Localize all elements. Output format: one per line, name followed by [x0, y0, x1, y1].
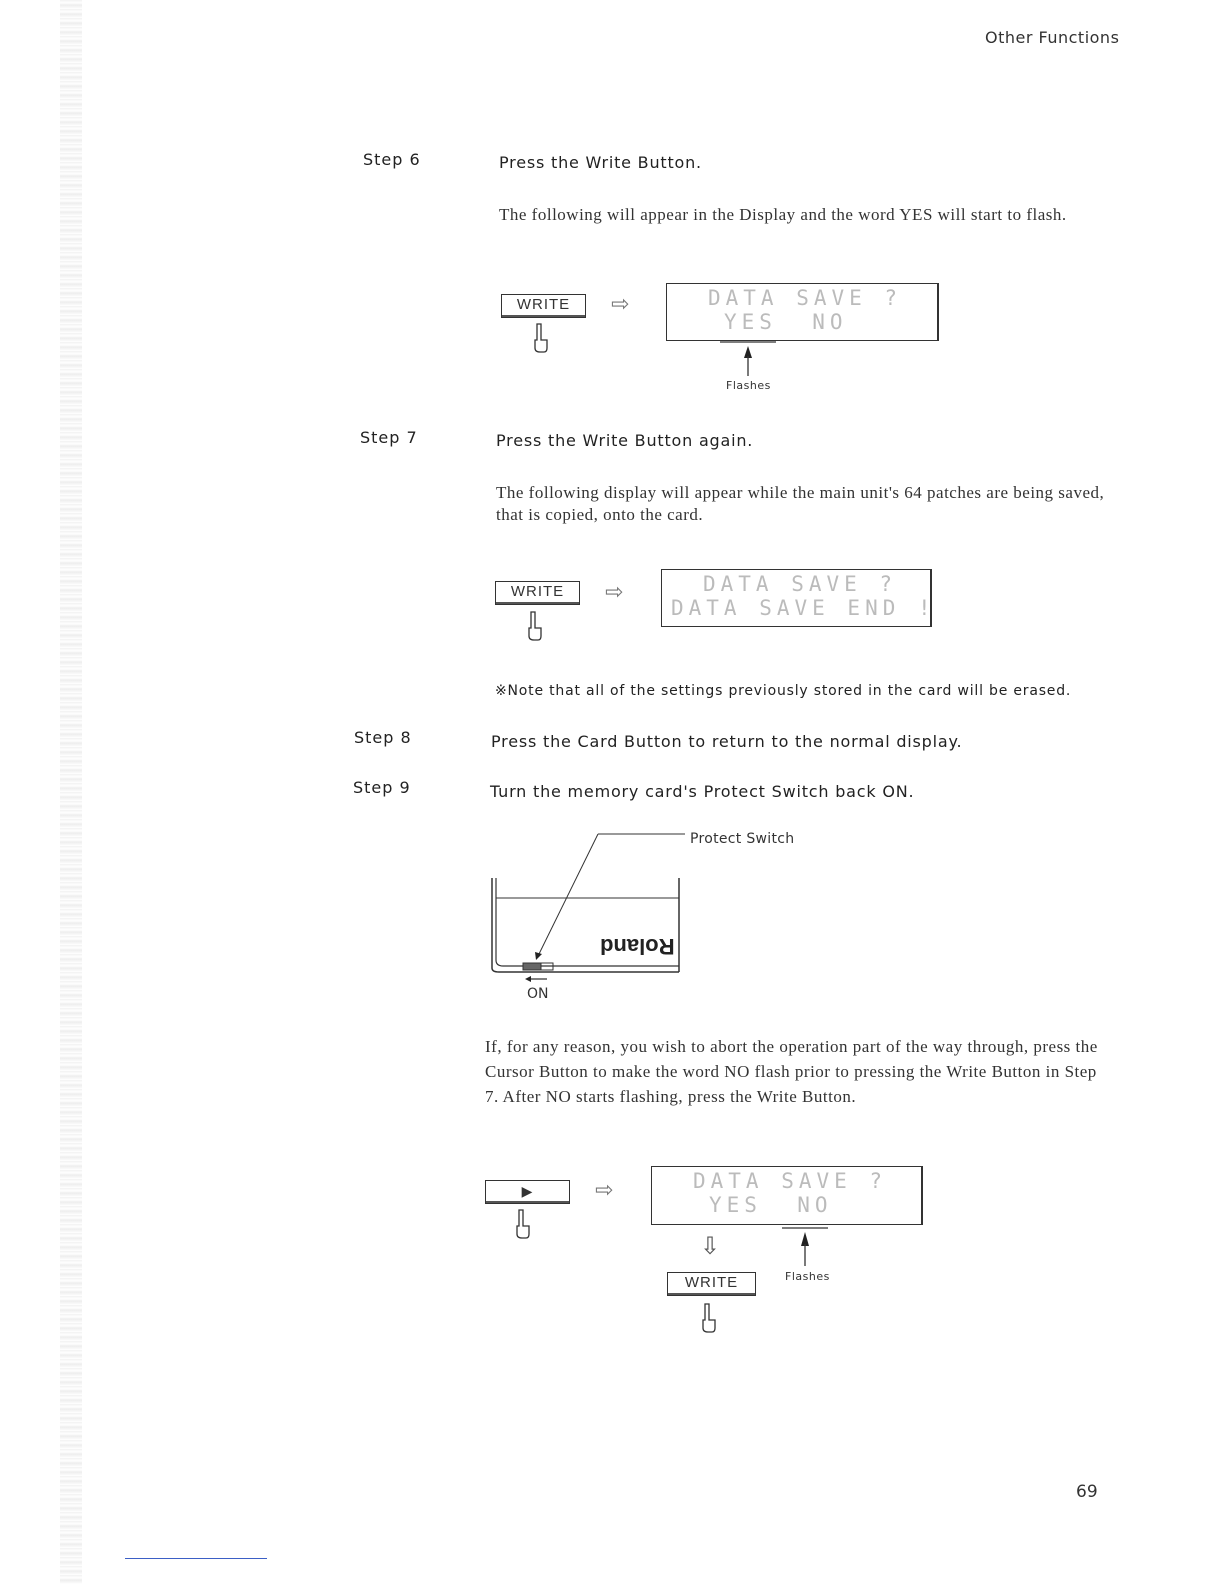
flashes-label-2: Flashes	[785, 1270, 830, 1283]
lcd-line-2: YES NO	[724, 310, 848, 334]
finger-press-icon-4	[700, 1302, 718, 1334]
step9-label: Step 9	[353, 778, 411, 797]
step6-instruction: Press the Write Button.	[499, 153, 702, 172]
note-text: ※Note that all of the settings previously stored in the card will be erased.	[495, 683, 1072, 699]
footer-rule	[125, 1558, 267, 1559]
lcd-line-1: DATA SAVE ?	[693, 1169, 888, 1193]
lcd-line-2: DATA SAVE END !	[671, 596, 936, 620]
finger-press-icon	[532, 322, 550, 354]
finger-press-icon-2	[526, 610, 544, 642]
abort-paragraph: If, for any reason, you wish to abort the operation part of the way through, press the Cursor Button to make the word NO flash prior to pressing the Write Button in Step 7. After NO starts flashing, press the Write Button.	[485, 1037, 1098, 1106]
step8-label: Step 8	[354, 728, 412, 747]
down-arrow-icon: ⇩	[700, 1232, 721, 1260]
lcd-display	[666, 283, 939, 341]
lcd-display-2	[661, 569, 936, 627]
step6-paragraph: The following will appear in the Display and the word YES will start to flash.	[499, 205, 1067, 224]
step7-paragraph: The following display will appear while the main unit's 64 patches are being saved, that is copied, onto the card.	[496, 483, 1105, 524]
step7-label: Step 7	[360, 428, 418, 447]
step6-label: Step 6	[363, 150, 421, 169]
lcd-line-1: DATA SAVE ?	[703, 572, 898, 596]
finger-press-icon-3	[514, 1208, 532, 1240]
step8-instruction: Press the Card Button to return to the normal display.	[491, 732, 963, 751]
write-button-2[interactable]: WRITE	[495, 581, 580, 605]
on-label: ON	[527, 986, 549, 1002]
lcd-line-2: YES NO	[709, 1193, 833, 1217]
write-button-3[interactable]: WRITE	[667, 1272, 756, 1296]
lcd-display-3	[651, 1166, 923, 1225]
memory-card-illustration	[485, 828, 695, 988]
step9-instruction: Turn the memory card's Protect Switch back ON.	[490, 782, 915, 801]
right-arrow-icon-3: ⇨	[595, 1178, 614, 1203]
step7-instruction: Press the Write Button again.	[496, 431, 754, 450]
lcd-line-1: DATA SAVE ?	[708, 286, 903, 310]
scan-edge-noise	[60, 0, 82, 1584]
flashes-label: Flashes	[726, 379, 771, 392]
write-button[interactable]: WRITE	[501, 294, 586, 318]
flash-indicator-arrow-icon-2	[778, 1222, 838, 1270]
page-number: 69	[1076, 1482, 1098, 1502]
right-arrow-icon-2: ⇨	[605, 580, 624, 605]
section-title: Other Functions	[985, 28, 1120, 47]
protect-switch-label: Protect Switch	[690, 831, 795, 847]
cursor-button[interactable]: ▶	[485, 1180, 570, 1204]
flash-indicator-arrow-icon	[718, 338, 778, 380]
right-arrow-icon: ⇨	[611, 292, 630, 317]
roland-logo: Roland	[600, 934, 675, 959]
